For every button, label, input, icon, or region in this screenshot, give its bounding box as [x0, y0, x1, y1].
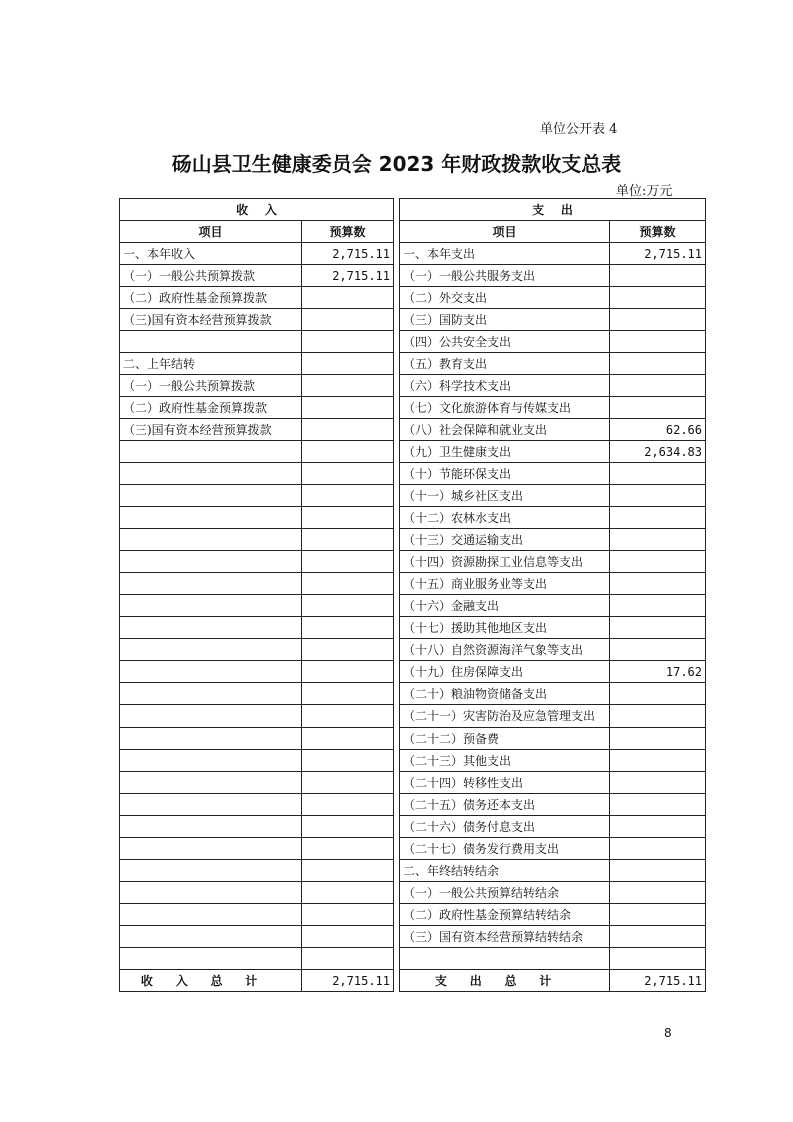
expense-value-cell: [610, 287, 706, 309]
income-item-cell: （三)国有资本经营预算拨款: [120, 419, 302, 441]
income-item-cell: [120, 860, 302, 882]
income-item-cell: [120, 573, 302, 595]
table-row: [120, 441, 706, 463]
income-value-cell: [302, 331, 394, 353]
income-item-cell: [120, 750, 302, 772]
expense-value-cell: [610, 375, 706, 397]
income-item-cell: [120, 882, 302, 904]
page-title: 砀山县卫生健康委员会 2023 年财政拨款收支总表: [171, 152, 622, 176]
expense-value-cell: [610, 639, 706, 661]
income-value-cell: [302, 860, 394, 882]
income-item-cell: [120, 948, 302, 970]
income-section-header: 收 入: [120, 199, 394, 221]
income-value-cell: [302, 485, 394, 507]
table-number: 单位公开表 4: [540, 122, 618, 137]
expense-item-cell: （四）公共安全支出: [400, 331, 610, 353]
section-header-row: [120, 199, 706, 221]
unit-label: 单位:万元: [616, 184, 673, 199]
expense-value-cell: 2,715.11: [610, 243, 706, 265]
income-item-cell: [120, 904, 302, 926]
expense-item-cell: （二十三）其他支出: [400, 750, 610, 772]
income-value-cell: [302, 728, 394, 750]
income-item-cell: [120, 595, 302, 617]
income-value-cell: [302, 750, 394, 772]
expense-item-cell: （七）文化旅游体育与传媒支出: [400, 397, 610, 419]
income-value-cell: [302, 617, 394, 639]
table-row: [120, 617, 706, 639]
income-item-cell: [120, 441, 302, 463]
table-row: [120, 309, 706, 331]
expense-value-cell: [610, 331, 706, 353]
expense-item-cell: （二十四）转移性支出: [400, 772, 610, 794]
expense-item-header: 项目: [400, 221, 610, 243]
income-item-cell: [120, 331, 302, 353]
table-row: [120, 794, 706, 816]
table-row: [120, 397, 706, 419]
expense-item-cell: （六）科学技术支出: [400, 375, 610, 397]
expense-value-cell: [610, 904, 706, 926]
table-row: [120, 661, 706, 683]
income-value-cell: [302, 573, 394, 595]
income-value-cell: [302, 838, 394, 860]
expense-item-cell: （二十一）灾害防治及应急管理支出: [400, 705, 610, 728]
table-row: [120, 507, 706, 529]
expense-value-cell: [610, 860, 706, 882]
table-row: [120, 838, 706, 860]
table-row: [120, 728, 706, 750]
income-value-cell: [302, 772, 394, 794]
income-budget-header: 预算数: [302, 221, 394, 243]
table-row: [120, 243, 706, 265]
expense-item-cell: 一、本年支出: [400, 243, 610, 265]
expense-item-cell: （二）政府性基金预算结转结余: [400, 904, 610, 926]
expense-item-cell: （十八）自然资源海洋气象等支出: [400, 639, 610, 661]
income-value-cell: [302, 309, 394, 331]
expense-value-cell: [610, 794, 706, 816]
expense-item-cell: （八）社会保障和就业支出: [400, 419, 610, 441]
income-item-cell: （三)国有资本经营预算拨款: [120, 309, 302, 331]
expense-value-cell: 17.62: [610, 661, 706, 683]
income-item-cell: [120, 551, 302, 573]
expense-value-cell: [610, 485, 706, 507]
income-item-cell: [120, 794, 302, 816]
table-row: [120, 353, 706, 375]
expense-value-cell: [610, 683, 706, 705]
table-row: [120, 750, 706, 772]
income-item-cell: [120, 728, 302, 750]
income-item-cell: [120, 661, 302, 683]
expense-item-cell: （一）一般公共预算结转结余: [400, 882, 610, 904]
table-row: [120, 772, 706, 794]
expense-budget-header: 预算数: [610, 221, 706, 243]
income-item-cell: [120, 683, 302, 705]
income-value-cell: [302, 397, 394, 419]
income-total-value: 2,715.11: [302, 970, 394, 992]
expense-item-cell: （十六）金融支出: [400, 595, 610, 617]
income-item-header: 项目: [120, 221, 302, 243]
expense-value-cell: 2,634.83: [610, 441, 706, 463]
income-total-label: 收入总计: [120, 970, 302, 992]
expense-item-cell: （二十七）债务发行费用支出: [400, 838, 610, 860]
table-row: [120, 485, 706, 507]
expense-value-cell: [610, 772, 706, 794]
expense-item-cell: [400, 948, 610, 970]
expense-value-cell: [610, 617, 706, 639]
expense-value-cell: [610, 595, 706, 617]
table-body: [120, 243, 706, 970]
expense-item-cell: （一）一般公共服务支出: [400, 265, 610, 287]
table-row: [120, 639, 706, 661]
expense-item-cell: （十五）商业服务业等支出: [400, 573, 610, 595]
income-item-cell: （一）一般公共预算拨款: [120, 265, 302, 287]
income-item-cell: [120, 926, 302, 948]
totals-row: [120, 970, 706, 992]
column-header-row: [120, 221, 706, 243]
income-value-cell: [302, 529, 394, 551]
income-value-cell: [302, 639, 394, 661]
expense-value-cell: 62.66: [610, 419, 706, 441]
expense-value-cell: [610, 309, 706, 331]
expense-value-cell: [610, 926, 706, 948]
expense-item-cell: （五）教育支出: [400, 353, 610, 375]
income-item-cell: 二、上年结转: [120, 353, 302, 375]
expense-item-cell: （二十六）债务付息支出: [400, 816, 610, 838]
income-item-cell: [120, 816, 302, 838]
table-row: [120, 331, 706, 353]
income-item-cell: [120, 705, 302, 728]
income-item-cell: [120, 772, 302, 794]
income-value-cell: [302, 794, 394, 816]
expense-item-cell: （二十二）预备费: [400, 728, 610, 750]
income-value-cell: [302, 926, 394, 948]
table-row: [120, 551, 706, 573]
table-row: [120, 265, 706, 287]
expense-item-cell: （二十五）债务还本支出: [400, 794, 610, 816]
expense-value-cell: [610, 353, 706, 375]
income-value-cell: 2,715.11: [302, 243, 394, 265]
income-value-cell: [302, 463, 394, 485]
table-row: [120, 926, 706, 948]
income-item-cell: [120, 507, 302, 529]
expense-item-cell: （十）节能环保支出: [400, 463, 610, 485]
income-value-cell: [302, 882, 394, 904]
expense-item-cell: （十二）农林水支出: [400, 507, 610, 529]
table-row: [120, 816, 706, 838]
table-row: [120, 860, 706, 882]
expense-item-cell: （三）国有资本经营预算结转结余: [400, 926, 610, 948]
expense-item-cell: （十四）资源勘探工业信息等支出: [400, 551, 610, 573]
income-value-cell: [302, 287, 394, 309]
income-value-cell: [302, 375, 394, 397]
income-value-cell: 2,715.11: [302, 265, 394, 287]
expense-value-cell: [610, 816, 706, 838]
income-item-cell: 一、本年收入: [120, 243, 302, 265]
expense-value-cell: [610, 463, 706, 485]
expense-value-cell: [610, 573, 706, 595]
table-row: [120, 683, 706, 705]
income-value-cell: [302, 904, 394, 926]
income-item-cell: [120, 485, 302, 507]
table-row: [120, 529, 706, 551]
table-row: [120, 595, 706, 617]
income-value-cell: [302, 507, 394, 529]
income-value-cell: [302, 948, 394, 970]
income-value-cell: [302, 441, 394, 463]
expense-item-cell: （九）卫生健康支出: [400, 441, 610, 463]
income-value-cell: [302, 705, 394, 728]
table-row: [120, 882, 706, 904]
expense-item-cell: （二十）粮油物资储备支出: [400, 683, 610, 705]
expense-value-cell: [610, 265, 706, 287]
income-item-cell: （一）一般公共预算拨款: [120, 375, 302, 397]
income-value-cell: [302, 661, 394, 683]
expense-item-cell: （十三）交通运输支出: [400, 529, 610, 551]
expense-item-cell: （十九）住房保障支出: [400, 661, 610, 683]
table-row: [120, 287, 706, 309]
expense-value-cell: [610, 507, 706, 529]
table-row: [120, 463, 706, 485]
expense-item-cell: （二）外交支出: [400, 287, 610, 309]
budget-table: [119, 198, 706, 992]
expense-value-cell: [610, 705, 706, 728]
table-row: [120, 705, 706, 728]
income-value-cell: [302, 419, 394, 441]
income-item-cell: （二）政府性基金预算拨款: [120, 287, 302, 309]
expense-value-cell: [610, 728, 706, 750]
income-item-cell: [120, 529, 302, 551]
income-item-cell: [120, 639, 302, 661]
page-number: 8: [664, 1026, 672, 1040]
expense-value-cell: [610, 948, 706, 970]
expense-total-value: 2,715.11: [610, 970, 706, 992]
expense-item-cell: （三）国防支出: [400, 309, 610, 331]
expense-value-cell: [610, 551, 706, 573]
table-row: [120, 573, 706, 595]
expense-value-cell: [610, 882, 706, 904]
expense-total-label: 支出总计: [400, 970, 610, 992]
income-item-cell: [120, 838, 302, 860]
income-item-cell: [120, 463, 302, 485]
income-item-cell: [120, 617, 302, 639]
table-row: [120, 375, 706, 397]
table-row: [120, 904, 706, 926]
expense-value-cell: [610, 838, 706, 860]
income-value-cell: [302, 683, 394, 705]
income-value-cell: [302, 816, 394, 838]
expense-item-cell: （十一）城乡社区支出: [400, 485, 610, 507]
income-value-cell: [302, 595, 394, 617]
table-row: [120, 419, 706, 441]
table-row: [120, 948, 706, 970]
expense-value-cell: [610, 750, 706, 772]
expense-value-cell: [610, 397, 706, 419]
expense-item-cell: （十七）援助其他地区支出: [400, 617, 610, 639]
income-item-cell: （二）政府性基金预算拨款: [120, 397, 302, 419]
income-value-cell: [302, 551, 394, 573]
expense-section-header: 支 出: [400, 199, 706, 221]
expense-item-cell: 二、年终结转结余: [400, 860, 610, 882]
income-value-cell: [302, 353, 394, 375]
expense-value-cell: [610, 529, 706, 551]
